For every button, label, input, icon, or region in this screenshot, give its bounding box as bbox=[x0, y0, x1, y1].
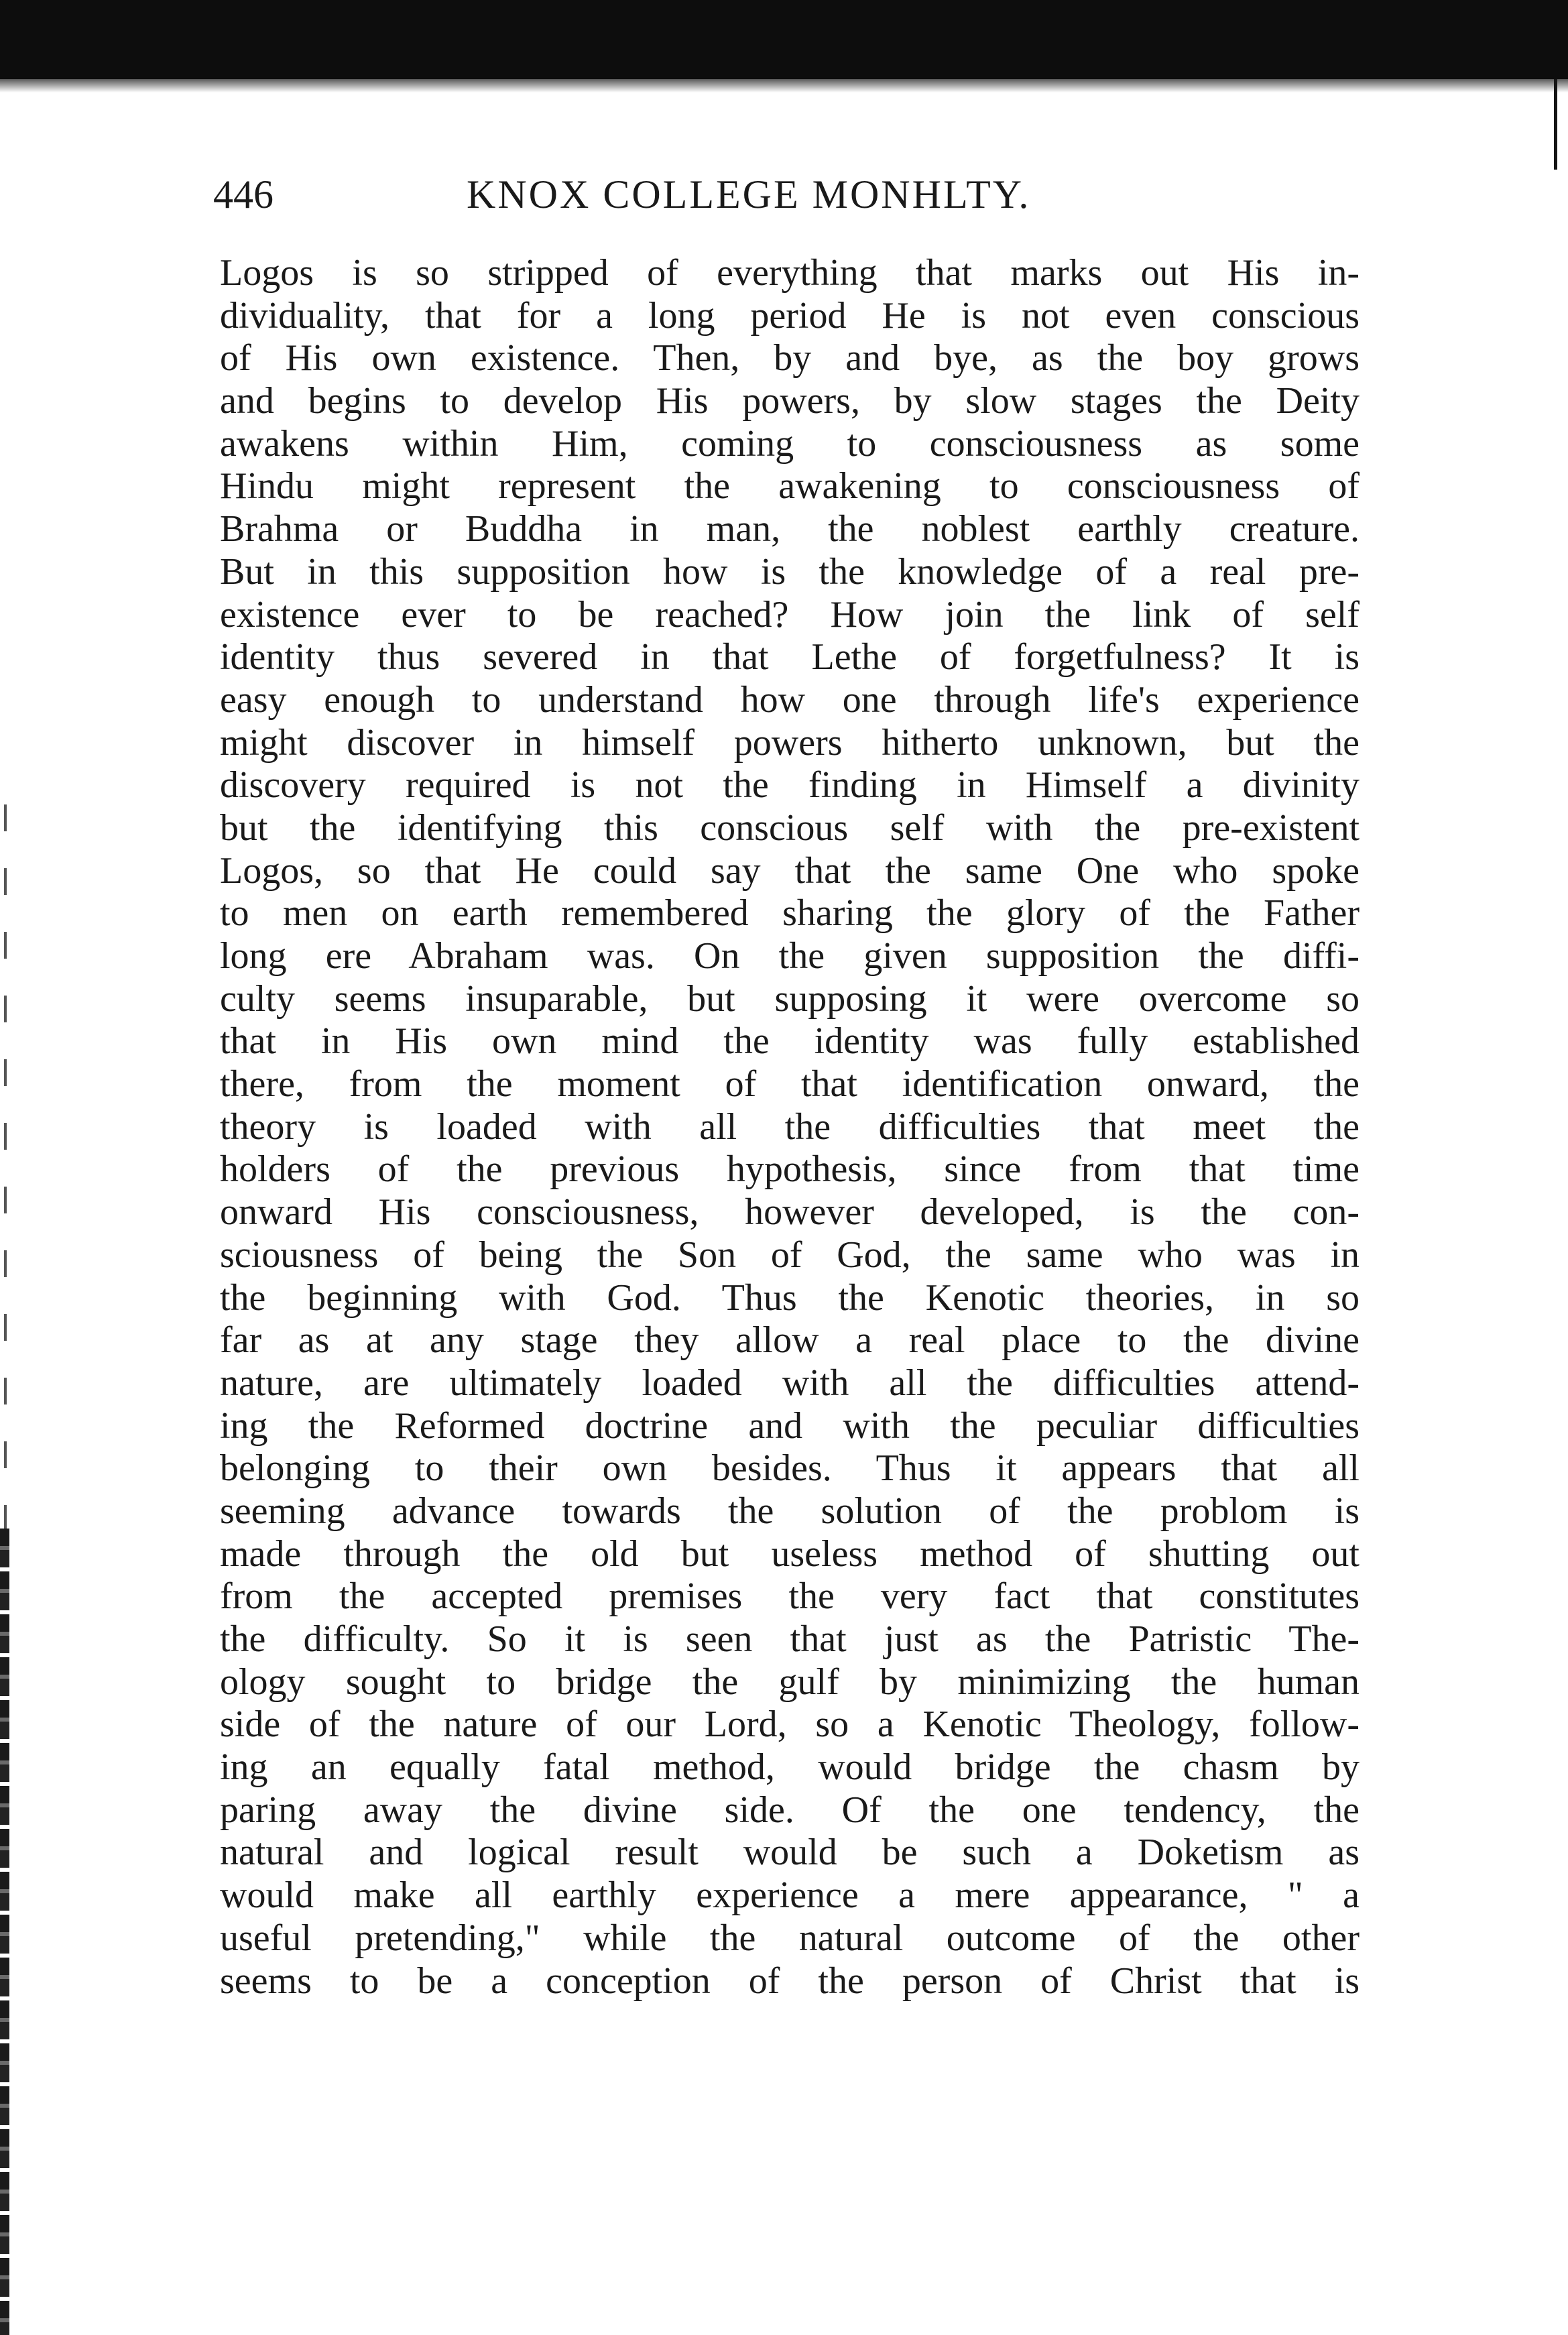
text-line: far as at any stage they allow a real place to the divine bbox=[220, 1319, 1360, 1362]
page-header bbox=[213, 168, 1360, 221]
text-line: sciousness of being the Son of God, the same who was in bbox=[220, 1234, 1360, 1276]
text-line: easy enough to understand how one through life's experience bbox=[220, 678, 1360, 721]
text-line: that in His own mind the identity was fully established bbox=[220, 1020, 1360, 1063]
text-line: theory is loaded with all the difficulties that meet the bbox=[220, 1105, 1360, 1148]
scan-border-top bbox=[0, 0, 1568, 79]
text-line: onward His consciousness, however developed, is the con- bbox=[220, 1191, 1360, 1234]
text-line: long ere Abraham was. On the given supposition the diffi- bbox=[220, 935, 1360, 977]
text-line: belonging to their own besides. Thus it appears that all bbox=[220, 1447, 1360, 1490]
text-line: paring away the divine side. Of the one tendency, the bbox=[220, 1789, 1360, 1831]
text-line: awakens within Him, coming to consciousness as some bbox=[220, 422, 1360, 465]
text-line: the difficulty. So it is seen that just as the Patristic The- bbox=[220, 1618, 1360, 1660]
text-line: but the identifying this conscious self with the pre-existent bbox=[220, 806, 1360, 849]
text-line: Logos is so stripped of everything that marks out His in- bbox=[220, 252, 1360, 294]
text-line: useful pretending," while the natural outcome of the other bbox=[220, 1917, 1360, 1959]
text-line: ology sought to bridge the gulf by minimizing the human bbox=[220, 1661, 1360, 1703]
text-line: might discover in himself powers hitherto unknown, but the bbox=[220, 721, 1360, 764]
text-line: to men on earth remembered sharing the glory of the Father bbox=[220, 892, 1360, 935]
text-line: the beginning with God. Thus the Kenotic theories, in so bbox=[220, 1276, 1360, 1319]
text-line: seems to be a conception of the person of Christ that is bbox=[220, 1960, 1360, 2002]
text-line: dividuality, that for a long period He is not even conscious bbox=[220, 294, 1360, 337]
text-line: But in this supposition how is the knowledge of a real pre- bbox=[220, 550, 1360, 593]
scan-border-left-lower bbox=[0, 1529, 9, 2335]
scan-border-left-upper bbox=[4, 804, 7, 1529]
running-title: KNOX COLLEGE MONHLTY. bbox=[467, 172, 1031, 217]
text-line: culty seems insuparable, but supposing it were overcome so bbox=[220, 977, 1360, 1020]
text-line: made through the old but useless method of shutting out bbox=[220, 1533, 1360, 1575]
page-number: 446 bbox=[213, 172, 274, 217]
text-line: from the accepted premises the very fact that constitutes bbox=[220, 1575, 1360, 1618]
text-line: nature, are ultimately loaded with all the difficulties attend- bbox=[220, 1362, 1360, 1404]
text-line: seeming advance towards the solution of the problom is bbox=[220, 1490, 1360, 1532]
body-text bbox=[220, 252, 1360, 2002]
text-line: existence ever to be reached? How join the link of self bbox=[220, 593, 1360, 636]
scan-border-right bbox=[1554, 79, 1557, 170]
text-line: ing the Reformed doctrine and with the peculiar difficulties bbox=[220, 1404, 1360, 1447]
text-line: side of the nature of our Lord, so a Kenotic Theology, follow- bbox=[220, 1703, 1360, 1746]
text-line: would make all earthly experience a mere appearance, " a bbox=[220, 1874, 1360, 1917]
text-line: Brahma or Buddha in man, the noblest earthly creature. bbox=[220, 508, 1360, 550]
text-line: of His own existence. Then, by and bye, as the boy grows bbox=[220, 337, 1360, 379]
text-line: natural and logical result would be such a Doketism as bbox=[220, 1832, 1360, 1874]
text-line: Logos, so that He could say that the same One who spoke bbox=[220, 849, 1360, 892]
text-line: Hindu might represent the awakening to consciousness of bbox=[220, 465, 1360, 507]
text-line: holders of the previous hypothesis, since from that time bbox=[220, 1148, 1360, 1191]
text-line: identity thus severed in that Lethe of forgetfulness? It is bbox=[220, 636, 1360, 678]
text-line: discovery required is not the finding in Himself a divinity bbox=[220, 764, 1360, 806]
text-line: ing an equally fatal method, would bridge the chasm by bbox=[220, 1746, 1360, 1789]
scan-border-top-fade bbox=[0, 79, 1568, 93]
text-line: and begins to develop His powers, by slow stages the Deity bbox=[220, 380, 1360, 422]
text-line: there, from the moment of that identification onward, the bbox=[220, 1063, 1360, 1105]
